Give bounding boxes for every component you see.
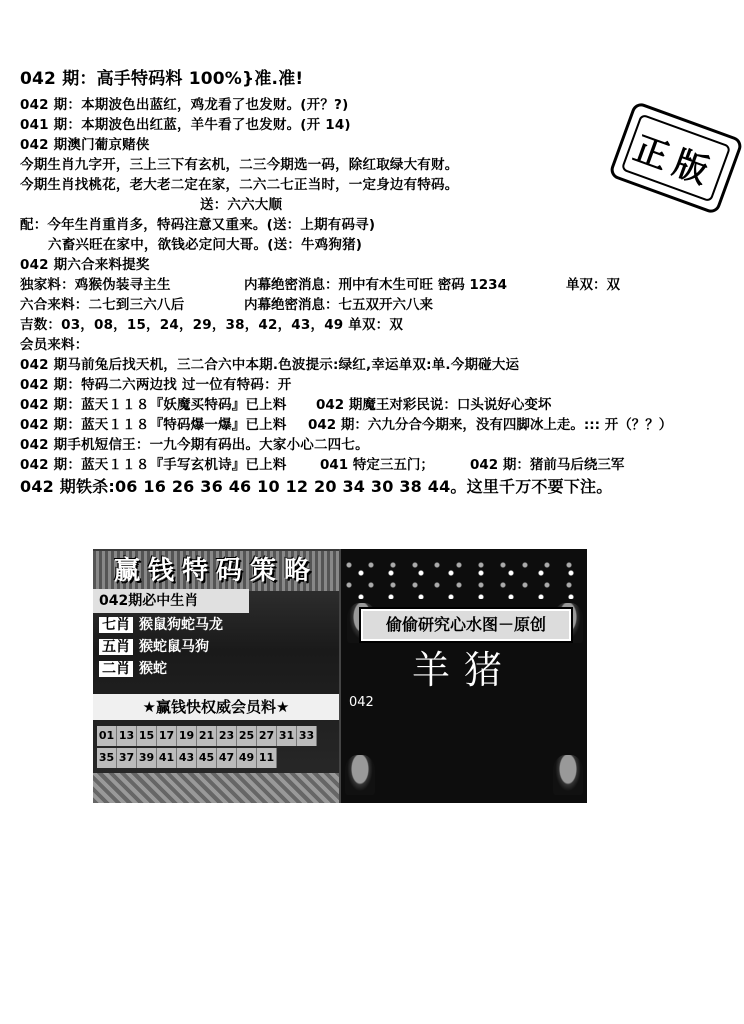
number-cell: 39 — [137, 748, 157, 768]
portrait-image — [553, 755, 583, 795]
text-line: 042 期：猪前马后绕三军 — [470, 457, 625, 473]
text-line: 042 期：本期波色出蓝红，鸡龙看了也发财。(开？?) — [20, 97, 349, 113]
text-line: 042 期：六九分合今期来，没有四脚冰上走。::: 开（？？） — [308, 417, 673, 433]
poster-subtitle: 042期必中生肖 — [93, 589, 249, 613]
text-line: 042 期：蓝天１１８『手写玄机诗』已上料 — [20, 457, 287, 473]
number-cell: 13 — [117, 726, 137, 746]
number-cell: 11 — [257, 748, 277, 768]
text-line: 今期生肖九字开，三上三下有玄机，二三今期选一码，除红取绿大有财。 — [20, 157, 459, 173]
text-line: 042 期：蓝天１１８『特码爆一爆』已上料 — [20, 417, 287, 433]
issue-number: 042 — [349, 695, 374, 710]
text-line: 内幕绝密消息：七五双开六八来 — [244, 297, 433, 313]
text-line: 六畜兴旺在家中，欲钱必定问大哥。(送：牛鸡狗猪) — [48, 237, 363, 253]
right-poster — [339, 549, 587, 803]
number-cell: 49 — [237, 748, 257, 768]
number-cell: 43 — [177, 748, 197, 768]
number-cell: 23 — [217, 726, 237, 746]
number-cell: 21 — [197, 726, 217, 746]
text-line: 送：六六大顺 — [200, 197, 283, 213]
text-line: 今期生肖找桃花，老大老二定在家，二六二七正当时，一定身边有特码。 — [20, 177, 459, 193]
number-cell: 31 — [277, 726, 297, 746]
text-line: 042 期魔王对彩民说：口头说好心变坏 — [316, 397, 552, 413]
text-line: 041 特定三五门； — [320, 457, 434, 473]
row-tag: 七肖 — [99, 617, 133, 633]
row-tag: 二肖 — [99, 661, 133, 677]
row-value: 猴蛇鼠马狗 — [139, 639, 209, 655]
fireworks-decoration — [341, 553, 587, 599]
text-line: 独家料：鸡猴伪装寻主生 — [20, 277, 171, 293]
zodiac-row — [99, 637, 209, 657]
number-cell: 19 — [177, 726, 197, 746]
text-line: 042 期铁杀:06 16 26 36 46 10 12 20 34 30 38 44。这里千万不要下注。 — [20, 477, 613, 496]
zodiac-row — [99, 615, 223, 635]
text-line: 吉数：03，08，15，24，29，38，42，43，49 单双：双 — [20, 317, 404, 333]
number-cell: 45 — [197, 748, 217, 768]
number-cell: 01 — [97, 726, 117, 746]
text-line: 042 期：特码二六两边找 过一位有特码：开 — [20, 377, 292, 393]
zodiac-pick: 羊猪 — [411, 648, 516, 692]
zodiac-row — [99, 659, 167, 679]
row-value: 猴鼠狗蛇马龙 — [139, 617, 223, 633]
left-poster — [93, 549, 339, 803]
text-line: 042 期手机短信王：一九今期有码出。大家小心二四七。 — [20, 437, 369, 453]
number-cell: 47 — [217, 748, 237, 768]
number-cell: 41 — [157, 748, 177, 768]
genuine-stamp — [608, 101, 744, 216]
member-banner: ★赢钱快权威会员料★ — [93, 694, 339, 720]
text-line: 042 期：蓝天１１８『妖魔买特码』已上料 — [20, 397, 287, 413]
poster-banner: 偷偷研究心水图－原创 — [361, 609, 571, 641]
number-grid — [97, 725, 335, 769]
stamp-text: 正版 — [621, 113, 732, 202]
text-line: 六合来料：二七到三六八后 — [20, 297, 185, 313]
number-cell: 15 — [137, 726, 157, 746]
poster-title: 赢钱特码策略 — [93, 551, 339, 591]
number-cell: 25 — [237, 726, 257, 746]
headline: 042 期：高手特码料 100%}准.准! — [20, 69, 304, 89]
text-line: 单双：双 — [566, 277, 620, 293]
number-cell: 33 — [297, 726, 317, 746]
row-tag: 五肖 — [99, 639, 133, 655]
text-line: 041 期：本期波色出红蓝，羊牛看了也发财。(开 14) — [20, 117, 351, 133]
text-line: 配：今年生肖重肖多，特码注意又重来。(送：上期有码寻) — [20, 217, 376, 233]
text-line: 会员来料： — [20, 337, 89, 353]
text-line: 内幕绝密消息：刑中有木生可旺 密码 1234 — [244, 277, 507, 293]
section-heading: 042 期澳门葡京赌侠 — [20, 137, 150, 153]
number-cell: 27 — [257, 726, 277, 746]
section-heading: 042 期六合来料提奖 — [20, 257, 150, 273]
row-value: 猴蛇 — [139, 661, 167, 677]
number-cell: 37 — [117, 748, 137, 768]
portrait-image — [345, 755, 375, 795]
text-line: 042 期马前兔后找天机，三二合六中本期.色波提示:绿红,幸运单双:单.今期碰大运 — [20, 357, 520, 373]
number-cell: 17 — [157, 726, 177, 746]
decorative-band — [93, 773, 339, 803]
number-cell: 35 — [97, 748, 117, 768]
